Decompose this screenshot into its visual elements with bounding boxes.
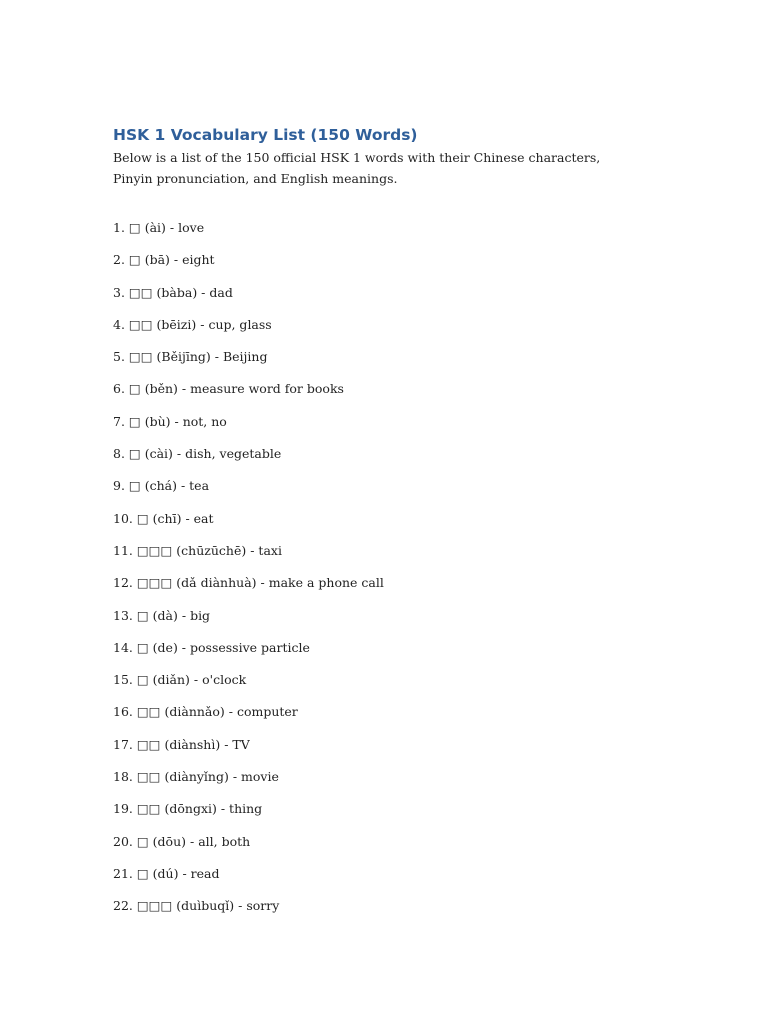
- vocab-item: 15. □ (diǎn) - o'clock: [113, 672, 247, 688]
- vocab-meaning: dish, vegetable: [185, 446, 282, 462]
- vocab-pinyin: (dōngxi): [164, 801, 217, 817]
- vocab-hanzi: □: [136, 510, 149, 526]
- vocab-number: 14.: [113, 639, 133, 655]
- vocab-hanzi: □: [128, 446, 141, 462]
- vocab-meaning: movie: [241, 769, 279, 785]
- vocab-hanzi: □□: [136, 736, 161, 752]
- vocab-meaning: not, no: [182, 413, 227, 429]
- document-title: HSK 1 Vocabulary List (150 Words): [113, 126, 418, 144]
- vocab-meaning: love: [178, 220, 205, 235]
- vocab-item: 11. □□□ (chūzūchē) - taxi: [113, 542, 282, 558]
- vocab-pinyin: (ài): [144, 220, 166, 235]
- vocab-meaning: dad: [209, 284, 233, 300]
- vocab-pinyin: (běn): [144, 381, 178, 397]
- vocab-hanzi: □□: [136, 769, 161, 785]
- vocab-hanzi: □: [128, 478, 141, 494]
- vocab-number: 5.: [113, 349, 125, 365]
- vocab-hanzi: □: [128, 381, 141, 397]
- vocab-meaning: make a phone call: [268, 575, 384, 591]
- vocab-hanzi: □: [128, 252, 141, 268]
- vocab-number: 22.: [113, 898, 133, 914]
- vocab-hanzi: □: [128, 220, 141, 235]
- vocab-hanzi: □□: [128, 316, 153, 332]
- vocab-number: 11.: [113, 542, 133, 558]
- vocab-pinyin: (bù): [144, 413, 171, 429]
- vocab-pinyin: (chá): [144, 478, 177, 494]
- vocab-hanzi: □: [136, 833, 149, 849]
- vocab-item: 8. □ (cài) - dish, vegetable: [113, 446, 282, 462]
- vocab-pinyin: (duìbuqǐ): [176, 898, 235, 914]
- vocabulary-list: [113, 219, 384, 930]
- vocab-number: 21.: [113, 865, 133, 881]
- vocab-meaning: all, both: [198, 833, 251, 849]
- vocab-number: 20.: [113, 833, 133, 849]
- vocab-number: 1.: [113, 220, 125, 235]
- vocab-pinyin: (de): [152, 639, 178, 655]
- vocab-pinyin: (bā): [144, 252, 170, 268]
- vocab-item: 3. □□ (bàba) - dad: [113, 284, 233, 300]
- vocab-meaning: big: [190, 607, 211, 623]
- vocab-meaning: Beijing: [222, 349, 268, 365]
- vocab-hanzi: □: [136, 865, 149, 881]
- vocab-pinyin: (diànyǐng): [164, 769, 229, 785]
- vocab-item: 19. □□ (dōngxi) - thing: [113, 801, 263, 817]
- vocab-item: 6. □ (běn) - measure word for books: [113, 381, 344, 397]
- vocab-pinyin: (bàba): [156, 284, 198, 300]
- vocab-item: 13. □ (dà) - big: [113, 607, 211, 623]
- vocab-hanzi: □: [136, 639, 149, 655]
- vocab-meaning: eat: [193, 510, 214, 526]
- vocab-hanzi: □□□: [136, 542, 173, 558]
- vocab-pinyin: (dōu): [152, 833, 187, 849]
- vocab-number: 13.: [113, 607, 133, 623]
- vocab-item: 5. □□ (Běijīng) - Beijing: [113, 349, 268, 365]
- intro-paragraph: Below is a list of the 150 official HSK 1 words with their Chinese characters, Pinyin pronunciation, and English meanings.: [113, 150, 601, 186]
- vocab-number: 18.: [113, 769, 133, 785]
- vocab-hanzi: □: [128, 413, 141, 429]
- vocab-item: 10. □ (chī) - eat: [113, 510, 214, 526]
- vocab-meaning: read: [190, 865, 220, 881]
- vocab-meaning: taxi: [258, 542, 282, 558]
- vocab-pinyin: (diǎn): [152, 672, 190, 688]
- vocab-pinyin: (diànshì): [164, 736, 221, 752]
- vocab-meaning: possessive particle: [190, 639, 310, 655]
- vocab-hanzi: □□: [128, 349, 153, 365]
- vocab-item: 17. □□ (diànshì) - TV: [113, 736, 250, 752]
- vocab-number: 16.: [113, 704, 133, 720]
- vocab-hanzi: □: [136, 672, 149, 688]
- vocab-number: 15.: [113, 672, 133, 688]
- vocab-number: 6.: [113, 381, 125, 397]
- vocab-pinyin: (chī): [152, 510, 182, 526]
- vocab-meaning: eight: [182, 252, 215, 268]
- vocab-number: 8.: [113, 446, 125, 462]
- vocab-number: 7.: [113, 413, 125, 429]
- vocab-pinyin: (chūzūchē): [176, 542, 247, 558]
- vocab-hanzi: □□: [136, 801, 161, 817]
- document-page: [113, 124, 673, 914]
- vocab-meaning: sorry: [246, 898, 280, 914]
- vocab-hanzi: □□: [128, 284, 153, 300]
- vocab-hanzi: □□□: [136, 575, 173, 591]
- vocab-hanzi: □□: [136, 704, 161, 720]
- vocab-pinyin: (bēizi): [156, 316, 197, 332]
- vocab-pinyin: (dà): [152, 607, 178, 623]
- vocab-meaning: computer: [236, 704, 298, 720]
- vocab-number: 2.: [113, 252, 125, 268]
- vocab-meaning: thing: [229, 801, 263, 817]
- vocab-hanzi: □: [136, 607, 149, 623]
- vocab-pinyin: (dǎ diànhuà): [176, 575, 257, 591]
- vocab-meaning: TV: [232, 736, 250, 752]
- vocab-pinyin: (Běijīng): [156, 349, 211, 365]
- vocab-item: 20. □ (dōu) - all, both: [113, 833, 251, 849]
- vocab-hanzi: □□□: [136, 898, 173, 914]
- vocab-number: 10.: [113, 510, 133, 526]
- vocab-item: 7. □ (bù) - not, no: [113, 413, 227, 429]
- vocab-meaning: tea: [189, 478, 210, 494]
- vocab-number: 9.: [113, 478, 125, 494]
- vocab-item: 21. □ (dú) - read: [113, 865, 220, 881]
- vocab-number: 19.: [113, 801, 133, 817]
- vocab-item: 4. □□ (bēizi) - cup, glass: [113, 316, 272, 332]
- vocab-number: 17.: [113, 736, 133, 752]
- vocab-number: 3.: [113, 284, 125, 300]
- vocab-meaning: o'clock: [202, 672, 247, 688]
- vocab-pinyin: (dú): [152, 865, 179, 881]
- vocab-item: 14. □ (de) - possessive particle: [113, 639, 310, 655]
- vocab-meaning: cup, glass: [208, 316, 272, 332]
- vocab-number: 12.: [113, 575, 133, 591]
- vocab-item: 2. □ (bā) - eight: [113, 252, 215, 268]
- vocab-item: 22. □□□ (duìbuqǐ) - sorry: [113, 898, 280, 914]
- vocab-item: 9. □ (chá) - tea: [113, 478, 210, 494]
- vocab-item: 16. □□ (diànnǎo) - computer: [113, 704, 298, 720]
- vocab-item: 18. □□ (diànyǐng) - movie: [113, 769, 279, 785]
- vocab-meaning: measure word for books: [190, 381, 344, 397]
- vocab-item: 12. □□□ (dǎ diànhuà) - make a phone call: [113, 575, 384, 591]
- vocab-number: 4.: [113, 316, 125, 332]
- vocab-item: 1. □ (ài) - love: [113, 220, 205, 235]
- vocab-pinyin: (cài): [144, 446, 173, 462]
- vocab-pinyin: (diànnǎo): [164, 704, 225, 720]
